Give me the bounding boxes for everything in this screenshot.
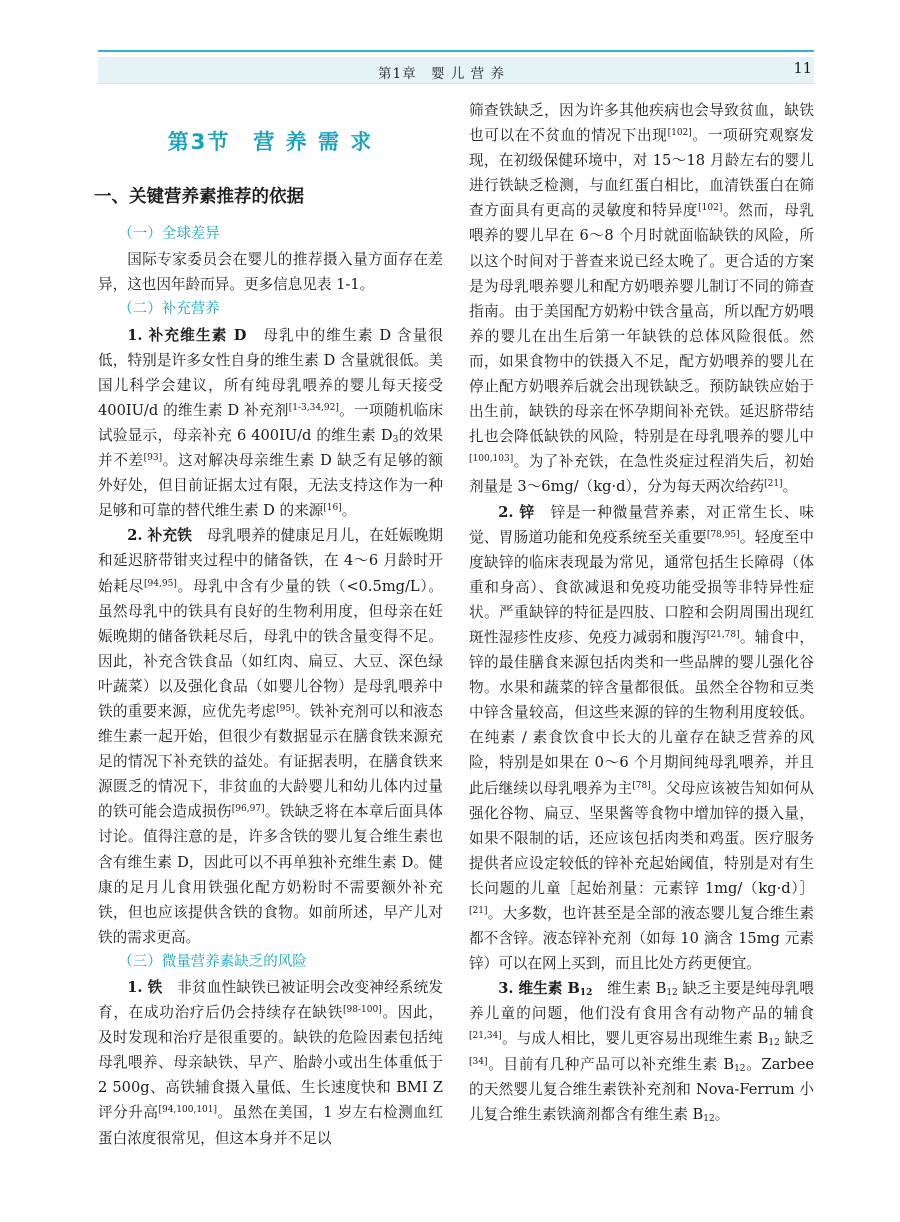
text-run: 。一项研究观察发现，在初级保健环境中，对 15～18 月龄左右的婴儿进行铁缺乏检测，与血红蛋白相比，血清铁蛋白在筛查方面具有更高的灵敏度和特异度	[469, 127, 814, 220]
citation: [102]	[667, 128, 692, 139]
paragraph-vitamin-d	[98, 323, 443, 524]
text-run: 。一项随机临床试验显示，母亲补充 6 400IU/d 的维生素 D	[98, 401, 443, 444]
right-column	[469, 98, 814, 1127]
left-column	[94, 98, 443, 1151]
text-run: 。铁补充剂可以和液态维生素一起开始，但很少有数据显示在膳食铁来源充足的情况下补充铁的益处。有证据表明，在膳食铁来源匮乏的情况下，非贫血的大龄婴儿和幼儿体内过量的铁可能会造成损伤	[98, 702, 443, 821]
page-number: 11	[793, 61, 812, 77]
text-run: 。	[782, 478, 798, 496]
paragraph-global-differences: 国际专家委员会在婴儿的推荐摄入量方面存在差异，这也因年龄而异。更多信息见表 1-1。	[98, 251, 443, 294]
citation: [93]	[143, 453, 163, 464]
paragraph-zinc	[469, 500, 814, 977]
text-run: 。	[341, 502, 357, 520]
running-header	[98, 57, 814, 84]
paragraph-iron-continued	[469, 98, 814, 500]
text-run: 。这对解决母亲维生素 D 缺乏有足够的额外好处，但目前证据太过有限，无法支持这作为一种足够和可靠的替代维生素 D 的来源	[98, 452, 443, 520]
text-run: 。为了补充铁，在急性炎症过程消失后，初始剂量是 3～6mg/（kg·d），分为每天两次给药	[469, 453, 814, 496]
text-run: 非贫血性缺铁已被证明会改变神经系统发育，在成功治疗后仍会持续存在缺铁	[98, 979, 443, 1022]
text-run: 。然而，母乳喂养的婴儿早在 6～8 个月时就面临缺铁的风险，所以这个时间对于普查来说已经太晚了。更合适的方案是为母乳喂养婴儿和配方奶喂养婴儿制订不同的筛查指南。由于美国配方奶粉中铁含量高，所以配方奶喂养的婴儿在出生后第一年缺铁的总体风险很低。然而，如果食物中的铁摄入不足，配方奶喂养的婴儿在停止配方奶喂养后就会出现铁缺乏。预防缺铁应始于出生前，缺铁的母亲在怀孕期间补充铁。延迟脐带结扎也会降低缺铁的风险，特别是在母乳喂养的婴儿中	[469, 202, 814, 446]
citation: [95]	[276, 703, 295, 714]
citation: [21]	[469, 906, 488, 916]
text-run: 。母乳中含有少量的铁（<0.5mg/L）。虽然母乳中的铁具有良好的生物利用度，但母亲在妊娠晚期的储备铁耗尽后，母乳中的铁含量变得不足。因此，补充含铁食品（如红肉、扁豆、大豆、深色绿叶蔬菜）以及强化食品（如婴儿谷物）是母乳喂养中铁的重要来源，应优先考虑	[98, 577, 443, 720]
subheading-supplements: （二）补充营养	[118, 301, 220, 318]
paragraph-vitamin-b12	[469, 976, 814, 1127]
text-run: 缺乏	[779, 1030, 814, 1048]
citation: [98-100]	[343, 1005, 382, 1016]
paragraph-iron-supplement	[98, 523, 443, 950]
text-run: 维生素 B	[592, 980, 667, 998]
text-run: 。因此，及时发现和治疗是很重要的。缺铁的危险因素包括纯母乳喂养、母亲缺铁、早产、胎龄小或出生体重低于 2 500g、高铁辅食摄入量低、生长速度快和 BMI Z 评分升高	[98, 1004, 443, 1122]
citation: [21]	[764, 479, 783, 490]
chapter-title: 第1章 婴 儿 营 养	[378, 66, 505, 82]
text-run: 。	[714, 1105, 730, 1123]
text-run: 。辅食中，锌的最佳膳食来源包括肉类和一些品牌的婴儿强化谷物。水果和蔬菜的锌含量都很低。虽然全谷物和豆类中锌含量较高，但这些来源的锌的生物利用度较低。在纯素 / 素食饮食中长大的儿童存在缺乏营养的风险，特别是如果在 0～6 个月期间纯母乳喂养，并且此后继续以母乳喂养为主	[469, 628, 814, 797]
citation: [78]	[632, 780, 651, 791]
subscript: 12	[703, 1113, 715, 1124]
text-run: 的效果并不差	[98, 426, 443, 470]
subscript: 12	[579, 988, 593, 999]
item-lead: 3. 维生素 B	[498, 980, 580, 998]
citation: [94,95]	[144, 578, 177, 589]
citation: [1-3,34,92]	[288, 402, 339, 413]
item-lead: 2. 补充铁	[127, 527, 193, 545]
header-top-rule	[98, 50, 814, 52]
citation: [96,97]	[231, 804, 265, 815]
subscript: 12	[666, 988, 678, 999]
citation: [21,34]	[469, 1031, 502, 1042]
citation: [78,95]	[706, 529, 740, 540]
text-run: 。大多数，也许甚至是全部的液态婴儿复合维生素都不含锌。液态锌补充剂（如每 10 滴含 15mg 元素锌）可以在网上买到，而且比处方药更便宜。	[469, 905, 814, 973]
text-run: 母乳中的维生素 D 含量很低，特别是许多女性自身的维生素 D 含量就很低。美国儿科学会建议，所有纯母乳喂养的婴儿每天接受 400IU/d 的维生素 D 补充剂	[98, 326, 443, 419]
text-run: 缺乏主要是纯母乳喂养儿童的问题，他们没有食用含有动物产品的辅食	[469, 980, 815, 1023]
text-run: 。与成人相比，婴儿更容易出现维生素 B	[501, 1030, 769, 1048]
text-run: 。目前有几种产品可以补充维生素 B	[487, 1055, 735, 1073]
subscript: 12	[768, 1038, 780, 1049]
subscript: 12	[734, 1063, 746, 1074]
section-title: 第3节 营 养 需 求	[167, 130, 374, 154]
subscript: 3	[392, 434, 399, 445]
item-lead: 1. 补充维生素 D	[127, 326, 247, 344]
text-run: 锌是一种微量营养素，对正常生长、味觉、胃肠道功能和免疫系统至关重要	[469, 503, 814, 546]
citation: [102]	[698, 203, 723, 214]
text-run: 。虽然在美国，1 岁左右检测血红蛋白浓度很常见，但这本身并不足以	[98, 1104, 443, 1147]
text-run: 。铁缺乏将在本章后面具体讨论。值得注意的是，许多含铁的婴儿复合维生素也含有维生素 D，因此可以不再单独补充维生素 D。健康的足月儿食用铁强化配方奶粉时不需要额外补充铁，但也应该提供含铁的食物。如前所述，早产儿对铁的需求更高。	[98, 803, 443, 946]
text-run: 。轻度至中度缺锌的临床表现最为常见，通常包括生长障碍（体重和身高）、食欲减退和免疫功能受损等非特异性症状。严重缺锌的特征是四肢、口腔和会阴周围出现红斑性湿疹性皮疹、免疫力减弱和腹泻	[469, 528, 814, 646]
text-run: 。Zarbee 的天然婴儿复合维生素铁补充剂和 Nova-Ferrum 小儿复合维生素铁滴剂都含有维生素 B	[469, 1055, 814, 1123]
citation: [100,103]	[469, 454, 514, 465]
citation: [16]	[323, 503, 342, 514]
citation: [34]	[469, 1056, 488, 1067]
text-run: 筛查铁缺乏，因为许多其他疾病也会导致贫血，缺铁也可以在不贫血的情况下出现	[469, 102, 814, 145]
subheading-micronutrient-risk: （三）微量营养素缺乏的风险	[118, 953, 307, 970]
citation: [21,78]	[706, 629, 740, 640]
paragraph-iron-deficiency	[98, 975, 443, 1151]
item-lead: 2. 锌	[498, 503, 536, 521]
citation: [94,100,101]	[158, 1105, 218, 1116]
text-run: 母乳喂养的健康足月儿，在妊娠晚期和延迟脐带钳夹过程中的储备铁，在 4～6 月龄时开始耗尽	[98, 527, 443, 595]
text-run: 。父母应该被告知如何从强化谷物、扁豆、坚果酱等食物中增加锌的摄入量，如果不限制的话，还应该包括肉类和鸡蛋。医疗服务提供者应设定较低的锌补充起始阈值，特别是对有生长问题的儿童［起始剂量：元素锌 1mg/（kg·d）］	[469, 779, 814, 897]
heading-level1: 一、关键营养素推荐的依据	[94, 187, 304, 208]
item-lead: 1. 铁	[127, 979, 163, 996]
subheading-global-differences: （一）全球差异	[118, 226, 220, 243]
